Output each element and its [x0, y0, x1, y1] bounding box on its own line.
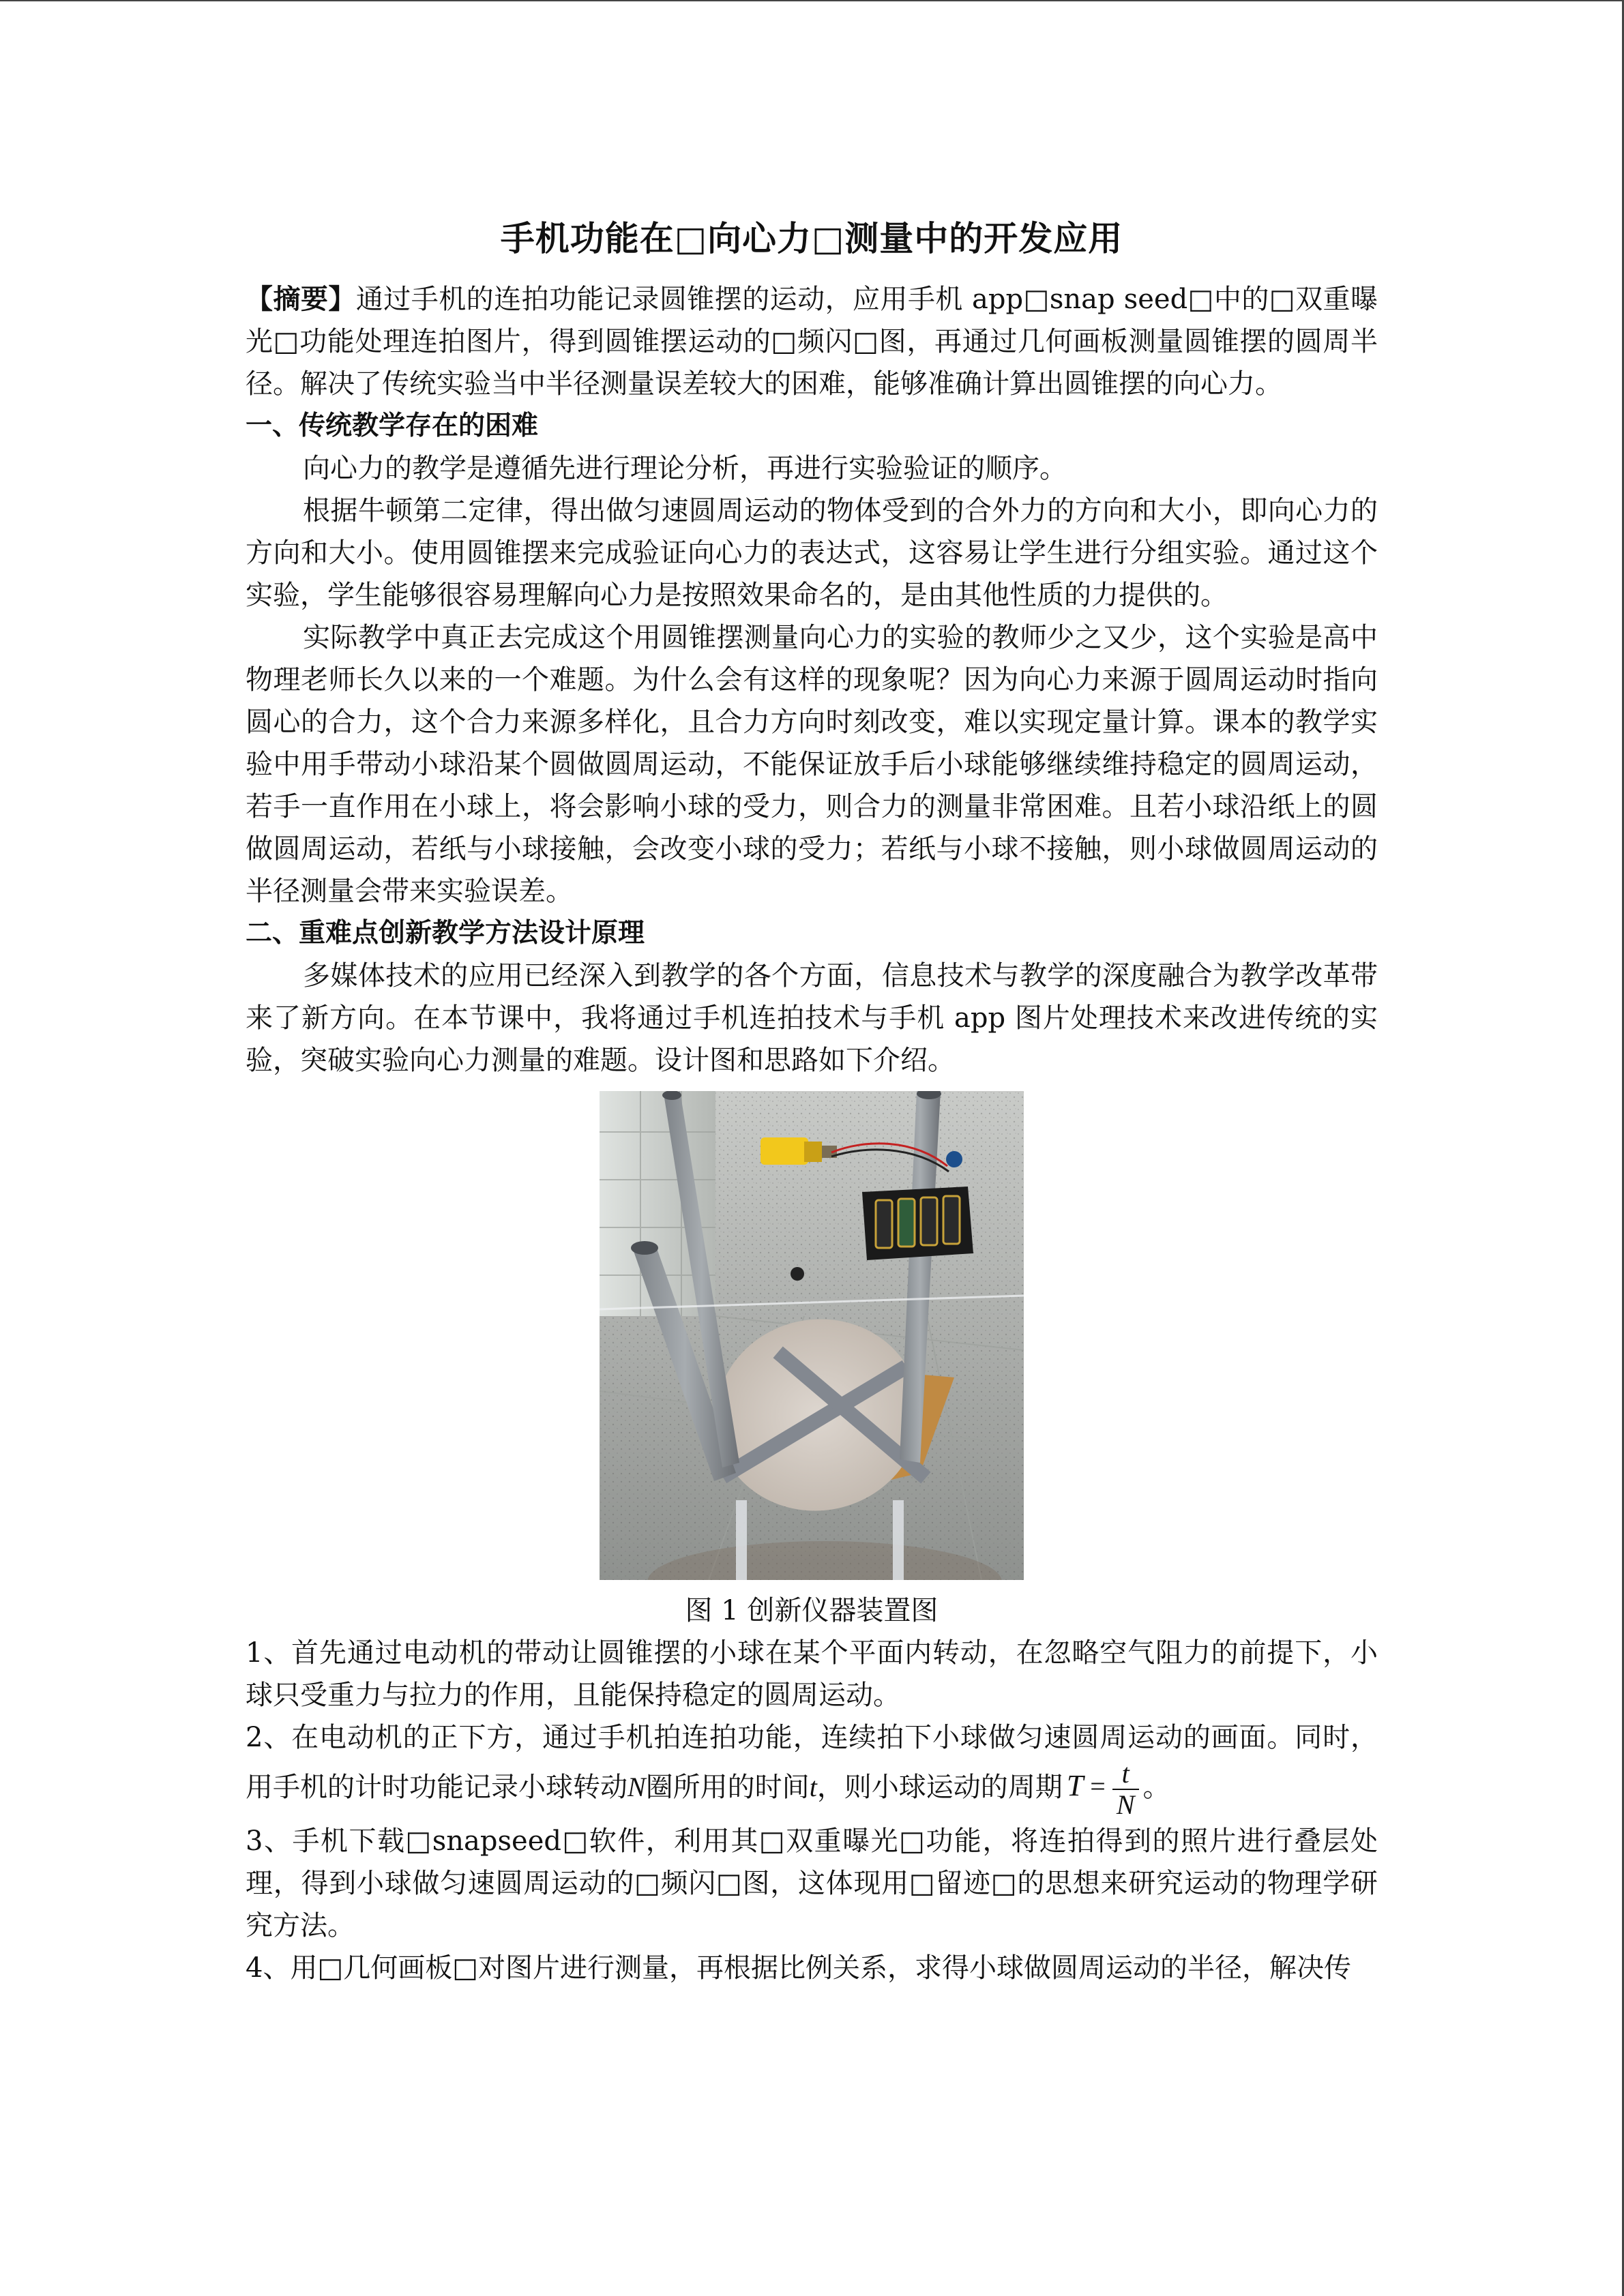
page-top-border [0, 0, 1624, 1]
section-heading-2: 二、重难点创新教学方法设计原理 [246, 918, 645, 949]
paragraph: 多媒体技术的应用已经深入到教学的各个方面，信息技术与教学的深度融合为教学改革带来了新方向。在本节课中，我将通过手机连拍技术与手机 app 图片处理技术来改进传统的实验，突破实验向心力测量的难题。设计图和思路如下介绍。 [246, 960, 1378, 1076]
var-T: T [1066, 1769, 1084, 1803]
document-body [246, 278, 1378, 1989]
step-2-text-a: 2、在电动机的正下方，通过手机拍连拍功能，连续拍下小球做匀速圆周运动的画面。同时，用手机的计时功能记录小球转动 [246, 1722, 1378, 1803]
paragraph: 根据牛顿第二定律，得出做匀速圆周运动的物体受到的合外力的方向和大小，即向心力的方向和大小。使用圆锥摆来完成验证向心力的表达式，这容易让学生进行分组实验。通过这个实验，学生能够很容易理解向心力是按照效果命名的，是由其他性质的力提供的。 [246, 495, 1378, 611]
abstract-text: 通过手机的连拍功能记录圆锥摆的运动，应用手机 app□snap seed□中的□双重曝光□功能处理连拍图片，得到圆锥摆运动的□频闪□图，再通过几何画板测量圆锥摆的圆周半径。解决了传统实验当中半径测量误差较大的困难，能够准确计算出圆锥摆的向心力。 [246, 284, 1378, 400]
paragraph: 向心力的教学是遵循先进行理论分析，再进行实验验证的顺序。 [303, 453, 1067, 484]
var-t: t [809, 1772, 817, 1802]
section-heading-1: 一、传统教学存在的困难 [246, 411, 539, 441]
figure-caption: 图 1 创新仪器装置图 [685, 1595, 939, 1626]
step-4: 4、用□几何画板□对图片进行测量，再根据比例关系，求得小球做圆周运动的半径，解决传 [246, 1952, 1352, 1984]
paragraph: 实际教学中真正去完成这个用圆锥摆测量向心力的实验的教师少之又少，这个实验是高中物理老师长久以来的一个难题。为什么会有这样的现象呢？因为向心力来源于圆周运动时指向圆心的合力，这个合力来源多样化，且合力方向时刻改变，难以实现定量计算。课本的教学实验中用手带动小球沿某个圆做圆周运动，不能保证放手后小球能够继续维持稳定的圆周运动，若手一直作用在小球上，将会影响小球的受力，则合力的测量非常困难。且若小球沿纸上的圆做圆周运动，若纸与小球接触，会改变小球的受力；若纸与小球不接触，则小球做圆周运动的半径测量会带来实验误差。 [246, 622, 1378, 907]
battery-box [862, 1187, 973, 1260]
page-title: 手机功能在□向心力□测量中的开发应用 [500, 219, 1123, 258]
equals-sign: = [1090, 1771, 1106, 1802]
abstract [246, 278, 1378, 405]
fraction-numerator: t [1112, 1759, 1139, 1790]
step-2 [246, 1716, 1378, 1820]
apparatus-photo [600, 1091, 1024, 1580]
step-3: 3、手机下载□snapseed□软件，利用其□双重曝光□功能，将连拍得到的照片进行叠层处理，得到小球做匀速圆周运动的□频闪□图，这体现用□留迹□的思想来研究运动的物理学研究方法。 [246, 1825, 1378, 1941]
step-1: 1、首先通过电动机的带动让圆锥摆的小球在某个平面内转动，在忽略空气阻力的前提下，小球只受重力与拉力的作用，且能保持稳定的圆周运动。 [246, 1637, 1378, 1711]
switch-knob [946, 1151, 962, 1167]
fraction [1112, 1759, 1139, 1820]
step-2-text-b: 圈所用的时间 [645, 1772, 810, 1803]
pendulum-ball [791, 1267, 804, 1281]
period-formula [1067, 1759, 1139, 1820]
abstract-label: 【摘要】 [246, 283, 356, 315]
var-N: N [628, 1772, 646, 1802]
fraction-denominator: N [1116, 1789, 1135, 1820]
step-2-text-c: ，则小球运动的周期 [816, 1772, 1063, 1803]
step-2-end: 。 [1142, 1772, 1170, 1803]
